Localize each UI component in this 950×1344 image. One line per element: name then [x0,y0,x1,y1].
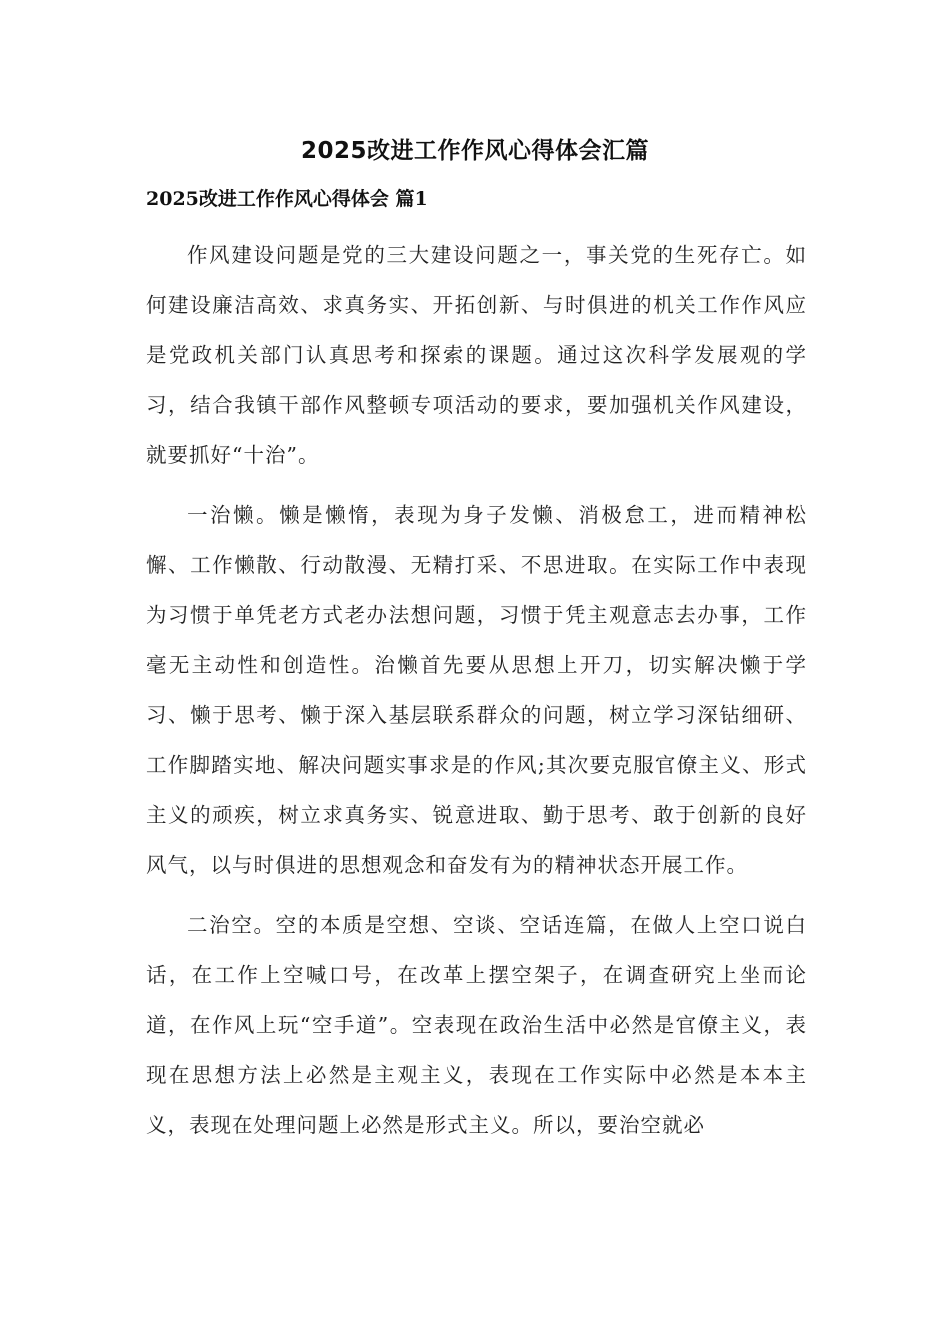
paragraph-intro: 作风建设问题是党的三大建设问题之一，事关党的生死存亡。如何建设廉洁高效、求真务实、开拓创新、与时俱进的机关工作作风应是党政机关部门认真思考和探索的课题。通过这次科学发展观的学习，结合我镇干部作风整顿专项活动的要求，要加强机关作风建设，就要抓好“十治”。 [146,243,807,467]
paragraph-first-point: 一治懒。懒是懒惰，表现为身子发懒、消极怠工，进而精神松懈、工作懒散、行动散漫、无精打采、不思进取。在实际工作中表现为习惯于单凭老方式老办法想问题，习惯于凭主观意志去办事，工作毫无主动性和创造性。治懒首先要从思想上开刀，切实解决懒于学习、懒于思考、懒于深入基层联系群众的问题，树立学习深钻细研、工作脚踏实地、解决问题实事求是的作风;其次要克服官僚主义、形式主义的顽疾，树立求真务实、锐意进取、勤于思考、敢于创新的良好风气，以与时俱进的思想观念和奋发有为的精神状态开展工作。 [146,503,807,877]
document-title: 2025改进工作作风心得体会汇篇 [300,138,649,164]
section-heading: 2025改进工作作风心得体会 篇1 [146,188,428,210]
paragraph-second-point: 二治空。空的本质是空想、空谈、空话连篇，在做人上空口说白话，在工作上空喊口号，在改革上摆空架子，在调查研究上坐而论道，在作风上玩“空手道”。空表现在政治生活中必然是官僚主义，表现在思想方法上必然是主观主义，表现在工作实际中必然是本本主义，表现在处理问题上必然是形式主义。所以，要治空就必 [146,913,807,1137]
document-body [146,230,807,1160]
